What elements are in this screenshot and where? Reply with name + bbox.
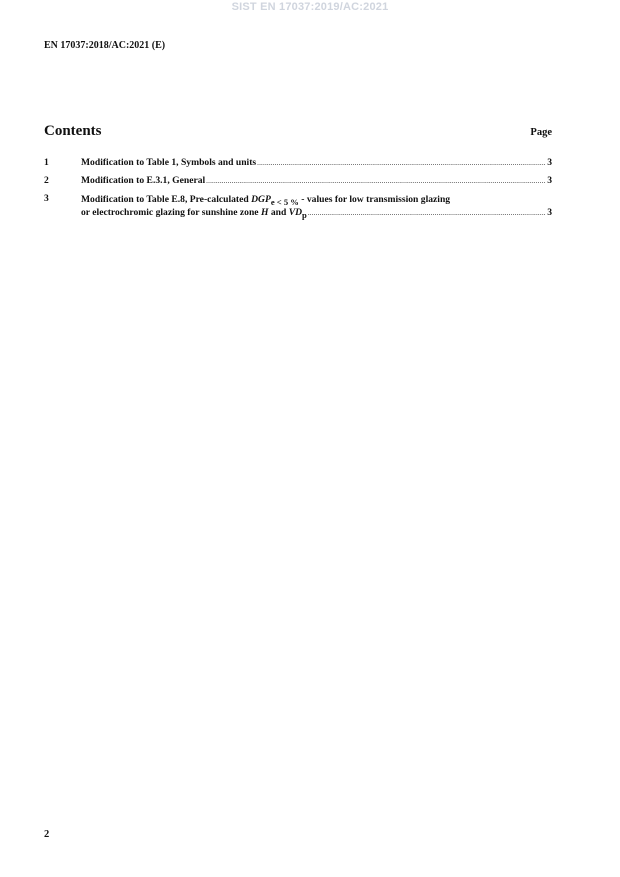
vd-subscript: p (302, 210, 307, 220)
page-column-label: Page (530, 127, 552, 138)
toc-entry-title-line-2[interactable] (81, 206, 552, 219)
toc-entry-title[interactable]: Modification to E.3.1, General (81, 175, 206, 186)
dot-leader (308, 207, 546, 219)
toc-entry-title-part: and (270, 207, 287, 218)
toc-entry-title-part: Modification to Table E.8, Pre-calculated (81, 194, 249, 205)
toc-entry-number: 3 (44, 193, 49, 204)
toc-entry-1[interactable] (44, 157, 552, 169)
dot-leader (206, 175, 546, 187)
toc-entry-number: 1 (44, 157, 49, 168)
toc-entry-title[interactable]: Modification to Table 1, Symbols and units (81, 157, 257, 168)
toc-entry-page: 3 (547, 207, 552, 218)
toc-entry-page: 3 (547, 175, 552, 186)
watermark: SIST EN 17037:2019/AC:2021 (231, 1, 389, 13)
toc-entry-page: 3 (547, 157, 552, 168)
table-of-contents (44, 157, 552, 225)
dgp-symbol: DGP (251, 194, 271, 205)
vd-symbol: VD (288, 207, 303, 218)
toc-entry-number: 2 (44, 175, 49, 186)
h-symbol: H (260, 207, 269, 218)
contents-heading: Contents (44, 123, 102, 139)
toc-entry-3[interactable] (44, 193, 552, 219)
toc-entry-title-part: or electrochromic glazing for sunshine zone (81, 207, 259, 218)
toc-entry-title-line-1[interactable] (81, 193, 552, 206)
document-id: EN 17037:2018/AC:2021 (E) (44, 40, 166, 51)
toc-entry-title-part: - values for low transmission glazing (301, 194, 451, 205)
dot-leader (257, 157, 546, 169)
toc-entry-2[interactable] (44, 175, 552, 187)
dgp-subscript: e < 5 % (270, 197, 299, 207)
page-number: 2 (44, 829, 50, 840)
